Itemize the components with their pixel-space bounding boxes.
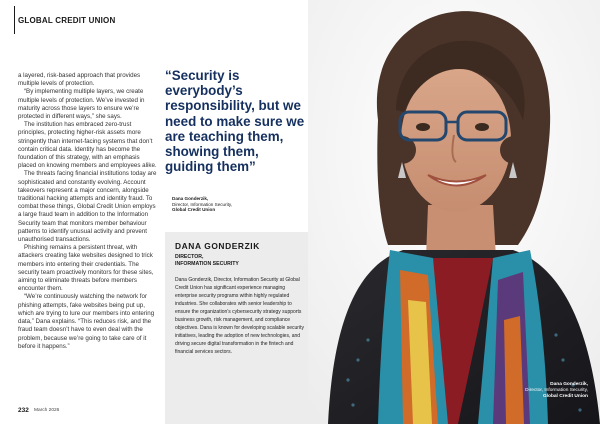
body-column: [18, 72, 158, 351]
body-paragraph: The threats facing financial institutions today are sophisticated and constantly evolving. Account takeovers represent a major concern, alongside traditional hacking attempts and identity fraud. To combat these things, Global Credit Union employs a large fraud team in addition to the Information Security team that monitors member behaviour patterns to identify unusual activity and prevent unauthorised transactions.: [18, 170, 157, 244]
issue-date: March 2026: [34, 408, 60, 413]
bio-role-line: INFORMATION SECURITY: [175, 260, 239, 267]
quote-attribution-role: Director, Information Security,: [172, 201, 233, 207]
quote-attribution-name: Dana Gonderzik,: [172, 196, 209, 201]
section-title: GLOBAL CREDIT UNION: [18, 16, 116, 25]
body-paragraph: “We’re continuously watching the network for phishing attempts, fake websites being put up, which are trying to lure our members into entering data,” Dana explains. “This reduces risk, and the fraud team doesn’t have to even deal with the problem, because we’re going to take care of it before it happens.”: [18, 293, 155, 350]
photo-caption: [498, 382, 588, 399]
caption-org: Global Credit Union: [542, 393, 588, 399]
bio-name: DANA GONDERZIK: [175, 241, 260, 251]
bio-role: [175, 254, 305, 267]
bio-role-line: DIRECTOR,: [175, 254, 204, 260]
page-number: 232: [18, 407, 29, 414]
portrait-photo: [308, 0, 600, 424]
quote-attribution-org: Global Credit Union: [172, 207, 216, 213]
quote-attribution: [172, 196, 312, 213]
body-paragraph: “By implementing multiple layers, we create multiple levels of protection. We’ve invested in maturity across those layers to ensure we’re protected in different ways,” she says.: [18, 88, 145, 121]
pull-quote: “Security is everybody’s responsibility, but we need to make sure we are teaching them, showing them, guiding them”: [165, 68, 305, 175]
header-rule: [14, 6, 15, 34]
bio-box: [165, 232, 313, 424]
body-paragraph: Phishing remains a persistent threat, with attackers creating fake websites designed to trick members into entering their credentials. The security team proactively monitors for these sites, aiming to eliminate threats before members encounter them.: [18, 244, 154, 293]
bio-text: Dana Gonderzik, Director, Information Security at Global Credit Union has significant experience managing enterprise security programs within highly regulated industries. She collaborates with senior leadership to ensure the organization’s cybersecurity strategy supports business growth, risk management, and compliance objectives. Dana is known for developing scalable security initiatives, leading the adoption of new technologies, and driving secure digital transformation in the fintech and financial services sectors.: [175, 277, 304, 355]
body-paragraph: a layered, risk-based approach that provides multiple levels of protection.: [18, 72, 141, 88]
body-paragraph: The institution has embraced zero-trust principles, protecting higher-risk assets more stringently than internet-facing systems that don’t contain critical data. Identity has become the foundation of this strategy, with an emphasis placed on knowing members and employees alike.: [18, 121, 157, 170]
caption-role: Director, Information Security,: [525, 387, 588, 393]
caption-name: Dana Gonderzik,: [550, 382, 588, 387]
